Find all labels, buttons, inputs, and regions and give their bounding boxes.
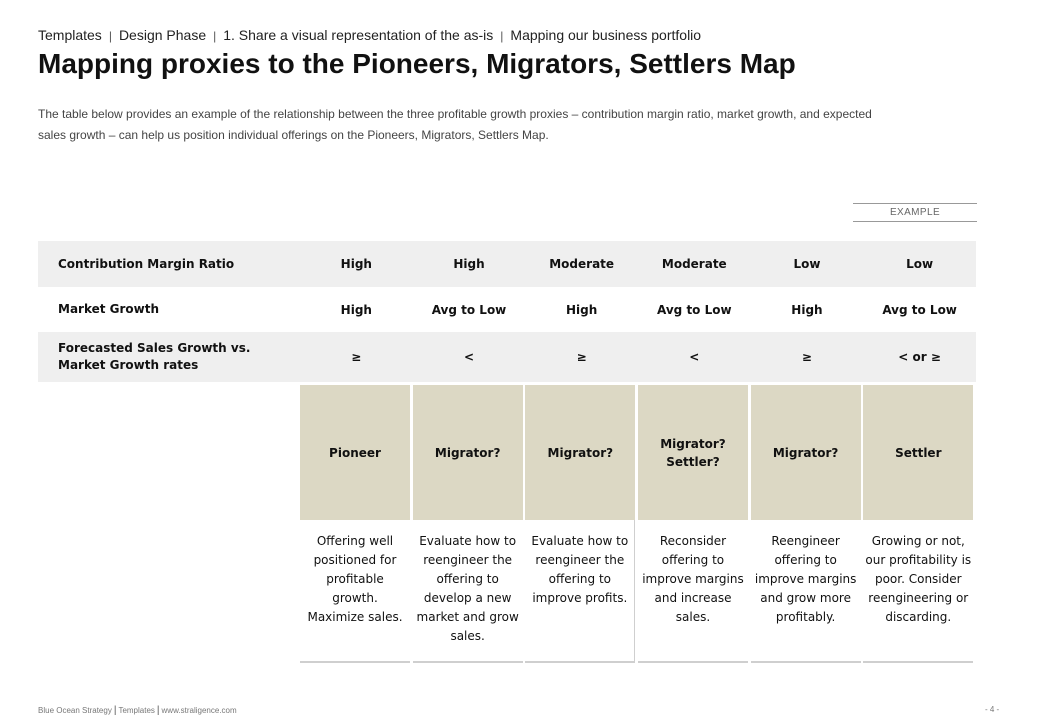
result-column-migrator-3	[751, 385, 861, 663]
page-title: Mapping proxies to the Pioneers, Migrators, Settlers Map	[38, 48, 796, 79]
table-cell: Low	[793, 257, 821, 271]
breadcrumb-item-portfolio[interactable]: Mapping our business portfolio	[510, 27, 702, 43]
proxy-row-forecasted-sales-growth	[38, 332, 976, 382]
result-description: Reengineer offering to improve margins and grow more profitably.	[754, 534, 857, 624]
row-label: Contribution Margin Ratio	[58, 256, 235, 271]
results-row	[300, 385, 973, 663]
table-cell: Avg to Low	[431, 302, 507, 317]
proxy-row-contribution-margin	[38, 241, 976, 287]
result-description: Growing or not, our profitability is poor. Consider reengineering or discarding.	[865, 534, 972, 624]
footer-brand: Blue Ocean Strategy	[38, 706, 112, 715]
footer-section: Templates	[118, 706, 155, 715]
footer-separator: |	[113, 705, 117, 716]
result-name: Migrator?	[751, 385, 861, 520]
table-cell: Low	[906, 257, 934, 271]
result-column-pioneer	[300, 385, 410, 663]
result-column-settler	[863, 385, 973, 663]
row-label: Forecasted Sales Growth vs. Market Growth rates	[58, 341, 251, 372]
result-name: Settler	[863, 385, 973, 520]
result-description: Evaluate how to reengineer the offering to develop a new market and grow sales.	[416, 534, 519, 643]
table-cell: ≥	[801, 350, 812, 364]
table-cell: High	[565, 302, 598, 317]
result-column-migrator-2	[525, 385, 635, 663]
result-column-migrator-settler	[638, 385, 748, 663]
breadcrumb-separator: |	[500, 29, 504, 43]
table-cell: Avg to Low	[882, 302, 957, 317]
breadcrumb-separator: |	[108, 29, 112, 43]
table-cell: High	[791, 302, 823, 317]
breadcrumb-separator: |	[213, 29, 217, 43]
table-cell: < or ≥	[898, 350, 941, 364]
breadcrumb-item-as-is[interactable]: 1. Share a visual representation of the as-is	[223, 27, 494, 43]
result-description: Offering well positioned for profitable growth. Maximize sales.	[307, 534, 403, 624]
proxy-row-market-growth	[38, 287, 976, 332]
footer-url[interactable]: www.straligence.com	[161, 706, 237, 715]
example-label: EXAMPLE	[853, 203, 977, 222]
row-label: Market Growth	[58, 302, 160, 316]
result-name: Migrator?	[413, 385, 523, 520]
result-description: Reconsider offering to improve margins and increase sales.	[642, 534, 744, 624]
table-cell: High	[340, 302, 372, 317]
breadcrumb	[38, 27, 701, 43]
result-column-migrator-1	[413, 385, 523, 663]
footer-separator: |	[156, 705, 160, 716]
table-cell: ≥	[576, 350, 587, 364]
breadcrumb-item-templates[interactable]: Templates	[38, 27, 102, 43]
result-description: Evaluate how to reengineer the offering to improve profits.	[525, 520, 635, 661]
table-cell: Moderate	[549, 257, 615, 271]
table-cell: High	[340, 257, 372, 271]
footer	[38, 705, 237, 716]
result-name: Pioneer	[300, 385, 410, 520]
result-name: Migrator?	[525, 385, 635, 520]
table-cell: Avg to Low	[657, 302, 732, 317]
result-name: Migrator? Settler?	[638, 385, 748, 520]
table-cell: ≥	[351, 350, 362, 364]
breadcrumb-item-design-phase[interactable]: Design Phase	[118, 27, 207, 43]
table-cell: <	[463, 350, 475, 364]
table-cell: <	[689, 350, 700, 364]
intro-text: The table below provides an example of the relationship between the three profitable growth proxies – contribution margin ratio, market growth, and expected sales growth – can help us position individual offerings on the Pioneers, Migrators, Settlers Map.	[38, 107, 872, 142]
table-cell: High	[453, 257, 485, 271]
table-cell: Moderate	[661, 257, 727, 271]
page-number: - 4 -	[985, 705, 1000, 714]
